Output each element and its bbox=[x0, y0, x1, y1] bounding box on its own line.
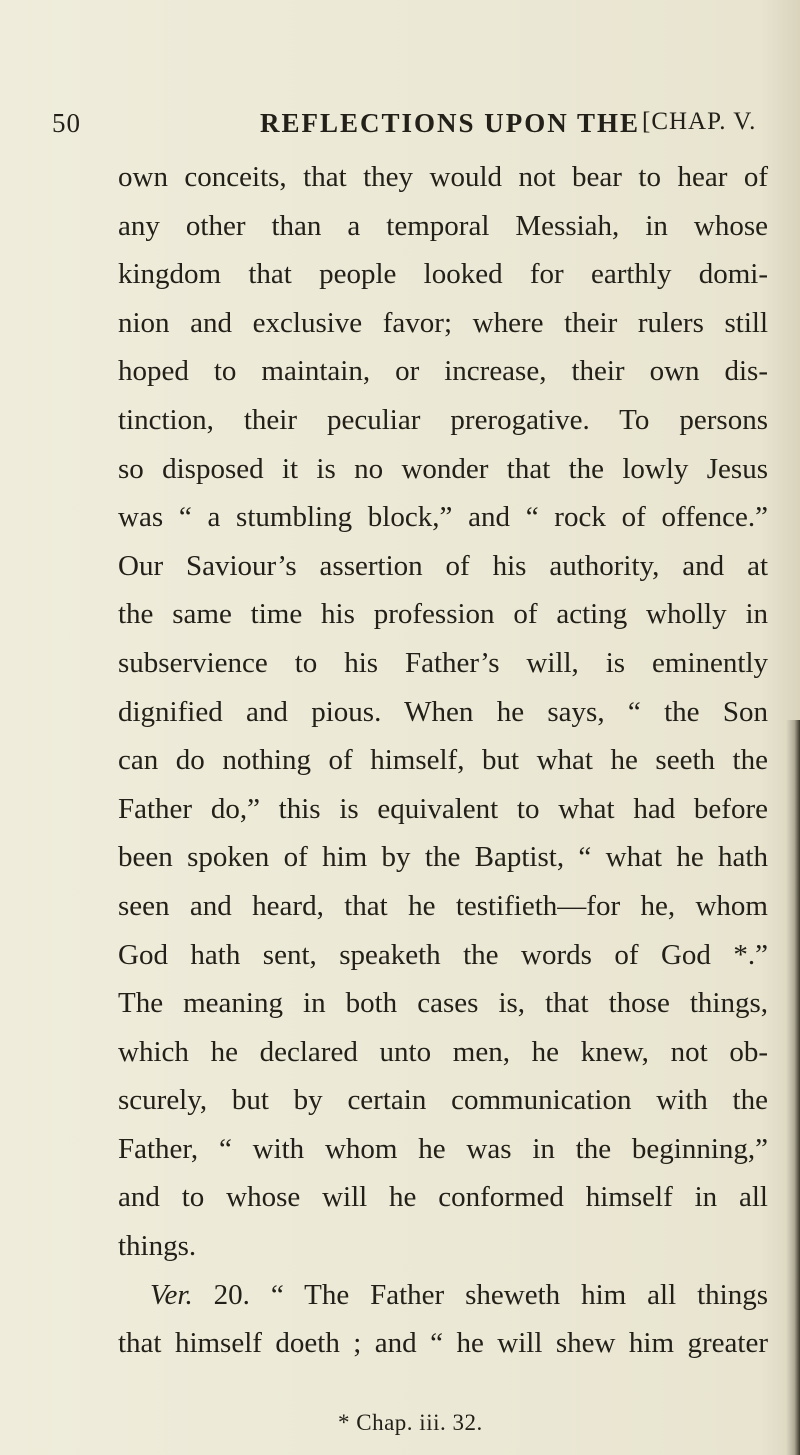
text-line: own conceits, that they would not bear to hear of bbox=[118, 161, 768, 193]
text-line: and to whose will he conformed himself in all bbox=[118, 1181, 768, 1214]
text-line: was “ a stumbling block,” and “ rock of offence.” bbox=[118, 501, 768, 534]
text-line: which he declared unto men, he knew, not ob- bbox=[118, 1035, 768, 1068]
running-head bbox=[52, 108, 792, 144]
footnote: * Chap. iii. 32. bbox=[338, 1410, 483, 1435]
text-line: things. bbox=[118, 1230, 197, 1263]
body-text bbox=[118, 153, 768, 1368]
text-line: Father, “ with whom he was in the beginning,” bbox=[118, 1132, 768, 1165]
page-edge-shadow bbox=[786, 720, 800, 1455]
running-title: REFLECTIONS UPON THE bbox=[260, 108, 641, 138]
chapter-label: [CHAP. V. bbox=[642, 108, 757, 135]
text-line: Father do,” this is equivalent to what had before bbox=[118, 792, 768, 825]
text-line: nion and exclusive favor; where their rulers still bbox=[118, 306, 768, 339]
text-line: can do nothing of himself, but what he seeth the bbox=[118, 744, 768, 777]
text-line: kingdom that people looked for earthly domi- bbox=[118, 258, 768, 291]
text-line: The meaning in both cases is, that those things, bbox=[118, 987, 768, 1020]
text-line: tinction, their peculiar prerogative. To persons bbox=[118, 403, 768, 436]
text-line: any other than a temporal Messiah, in whose bbox=[118, 209, 768, 242]
verse-text: 20. “ The Father sheweth him all things bbox=[192, 1278, 768, 1311]
text-line: so disposed it is no wonder that the lowly Jesus bbox=[118, 452, 768, 485]
text-line: dignified and pious. When he says, “ the Son bbox=[118, 695, 768, 728]
text-line: hoped to maintain, or increase, their own dis- bbox=[118, 355, 768, 388]
verse-label: Ver. bbox=[150, 1278, 193, 1311]
page-number: 50 bbox=[52, 108, 81, 138]
text-line: the same time his profession of acting wholly in bbox=[118, 598, 768, 631]
text-line: scurely, but by certain communication with the bbox=[118, 1084, 768, 1117]
text-line: Our Saviour’s assertion of his authority, and at bbox=[118, 549, 768, 582]
text-line: subservience to his Father’s will, is eminently bbox=[118, 646, 768, 679]
text-line: been spoken of him by the Baptist, “ what he hath bbox=[118, 841, 768, 874]
text-line: that himself doeth ; and “ he will shew him greater bbox=[118, 1327, 768, 1360]
text-line: seen and heard, that he testifieth—for he, whom bbox=[118, 889, 768, 922]
text-line: God hath sent, speaketh the words of God *.” bbox=[118, 938, 768, 971]
verse-line bbox=[118, 1271, 768, 1320]
